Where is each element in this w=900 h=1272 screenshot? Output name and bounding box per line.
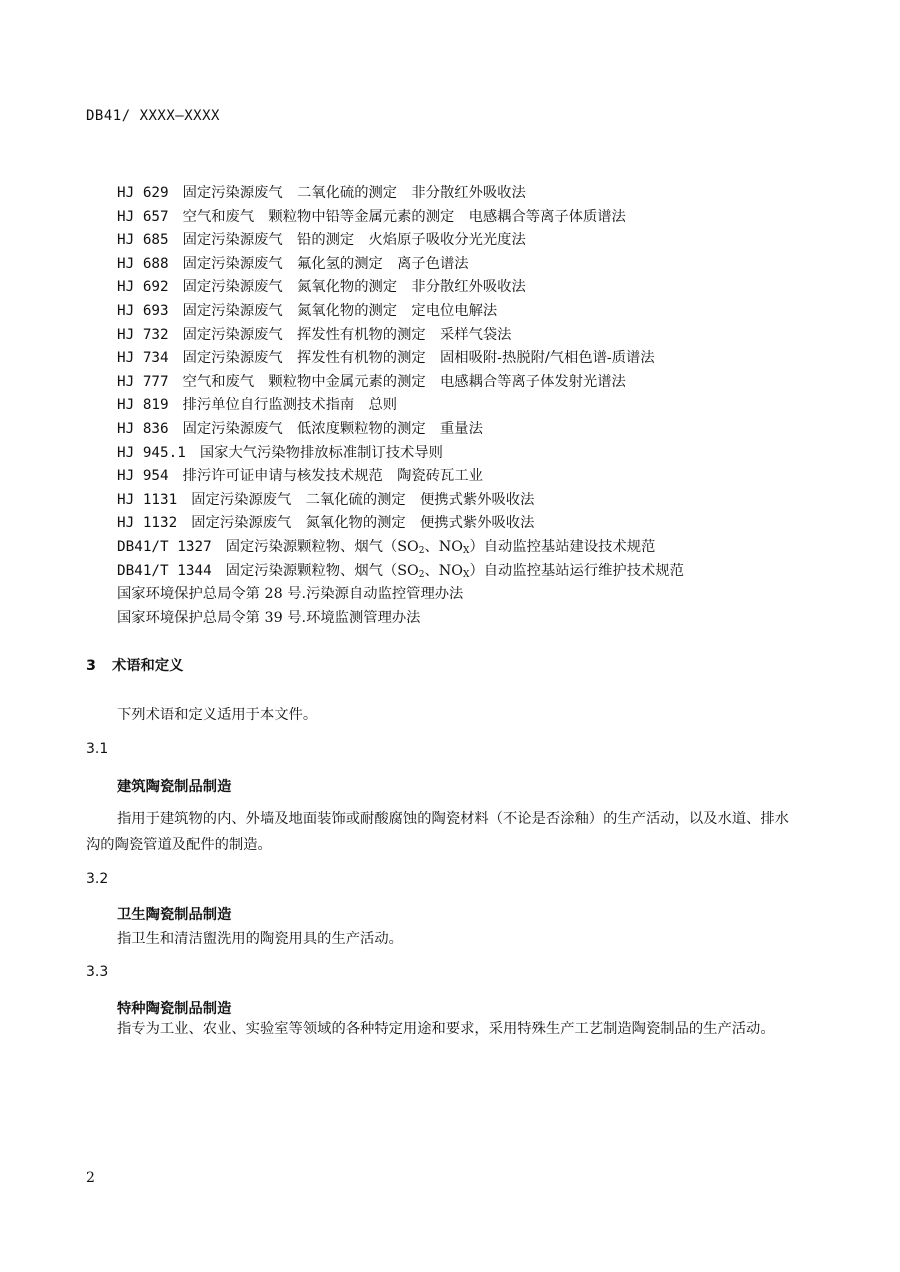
term-heading: 建筑陶瓷制品制造 [117,779,232,795]
reference-item [117,583,837,607]
subscript: X [463,569,470,580]
reference-title-mid: 、NO [424,562,464,579]
section-title: 术语和定义 [111,658,184,674]
reference-title-post: ）自动监控基站运行维护技术规范 [469,562,684,579]
term-heading: 卫生陶瓷制品制造 [117,907,232,923]
reference-code: HJ 1131 [117,491,178,508]
reference-code: HJ 945.1 [117,444,186,461]
reference-item [117,560,837,584]
reference-title: 固定污染源废气 挥发性有机物的测定 固相吸附-热脱附/气相色谱-质谱法 [182,350,655,367]
reference-title: 固定污染源废气 二氧化硫的测定 非分散红外吸收法 [182,185,526,201]
reference-code: DB41/T 1344 [117,562,212,579]
term-definition: 指卫生和清洁盥洗用的陶瓷用具的生产活动。 [117,931,403,947]
reference-code: HJ 657 [117,208,169,225]
reference-item [117,607,837,631]
reference-code: HJ 692 [117,279,169,296]
section-number: 3 [86,658,96,674]
term-heading: 特种陶瓷制品制造 [117,1001,232,1017]
reference-title: 固定污染源废气 氮氧化物的测定 定电位电解法 [182,302,498,319]
reference-item [117,300,837,324]
reference-item [117,418,837,442]
reference-code: HJ 693 [117,302,169,319]
reference-code: HJ 954 [117,468,169,485]
reference-item [117,229,837,253]
reference-title: 排污单位自行监测技术指南 总则 [182,397,398,414]
reference-item [117,276,837,300]
term-definition: 指用于建筑物的内、外墙及地面装饰或耐酸腐蚀的陶瓷材料（不论是否涂釉）的生产活动，以及水道、排水沟的陶瓷管道及配件的制造。 [86,811,789,853]
reference-code: HJ 732 [117,326,169,343]
reference-item [117,182,837,206]
reference-title: 空气和废气 颗粒物中金属元素的测定 电感耦合等离子体发射光谱法 [182,373,626,390]
section-intro: 下列术语和定义适用于本文件。 [117,707,318,723]
subscript: 2 [418,545,425,556]
reference-item [117,489,837,513]
term-definition: 指专为工业、农业、实验室等领域的各种特定用途和要求，采用特殊生产工艺制造陶瓷制品的生产活动。 [117,1021,775,1037]
reference-title-pre: 固定污染源颗粒物、烟气（SO [225,538,419,555]
reference-title: 固定污染源废气 铅的测定 火焰原子吸收分光光度法 [182,232,526,249]
reference-item [117,536,837,560]
reference-code: HJ 629 [117,185,169,201]
reference-title: 国家环境保护总局令第 28 号.污染源自动监控管理办法 [117,586,464,603]
document-header-id: DB41/ XXXX—XXXX [86,108,220,124]
reference-item [117,371,837,395]
reference-item [117,324,837,348]
reference-code: HJ 688 [117,255,169,272]
clause-number: 3.2 [86,871,109,887]
clause-number: 3.3 [86,964,109,980]
subscript: X [463,545,470,556]
reference-title: 固定污染源废气 挥发性有机物的测定 采样气袋法 [182,326,512,343]
reference-title-pre: 固定污染源颗粒物、烟气（SO [225,562,419,579]
reference-code: HJ 777 [117,373,169,390]
reference-code: HJ 734 [117,350,169,367]
reference-title: 固定污染源废气 氮氧化物的测定 非分散红外吸收法 [182,279,526,296]
reference-code: HJ 1132 [117,515,178,532]
reference-title: 国家大气污染物排放标准制订技术导则 [199,444,443,461]
reference-title-mid: 、NO [424,538,464,555]
reference-code: HJ 836 [117,420,169,437]
reference-item [117,206,837,230]
reference-item [117,442,837,466]
reference-item [117,394,837,418]
reference-code: HJ 819 [117,397,169,414]
reference-title: 空气和废气 颗粒物中铅等金属元素的测定 电感耦合等离子体质谱法 [182,208,626,225]
reference-title-post: ）自动监控基站建设技术规范 [469,538,656,555]
clause-number: 3.1 [86,741,109,757]
reference-item [117,465,837,489]
reference-title: 国家环境保护总局令第 39 号.环境监测管理办法 [117,609,421,626]
normative-references-list [117,182,837,630]
reference-code: HJ 685 [117,232,169,249]
reference-item [117,347,837,371]
reference-item [117,253,837,277]
reference-item [117,512,837,536]
reference-title: 排污许可证申请与核发技术规范 陶瓷砖瓦工业 [182,468,483,485]
reference-title: 固定污染源废气 二氧化硫的测定 便携式紫外吸收法 [191,491,535,508]
reference-title: 固定污染源废气 氟化氢的测定 离子色谱法 [182,255,469,272]
reference-code: DB41/T 1327 [117,538,212,555]
section-heading [86,655,183,675]
reference-title: 固定污染源废气 氮氧化物的测定 便携式紫外吸收法 [191,515,535,532]
page-number: 2 [86,1170,95,1186]
reference-title: 固定污染源废气 低浓度颗粒物的测定 重量法 [182,420,483,437]
subscript: 2 [418,569,425,580]
